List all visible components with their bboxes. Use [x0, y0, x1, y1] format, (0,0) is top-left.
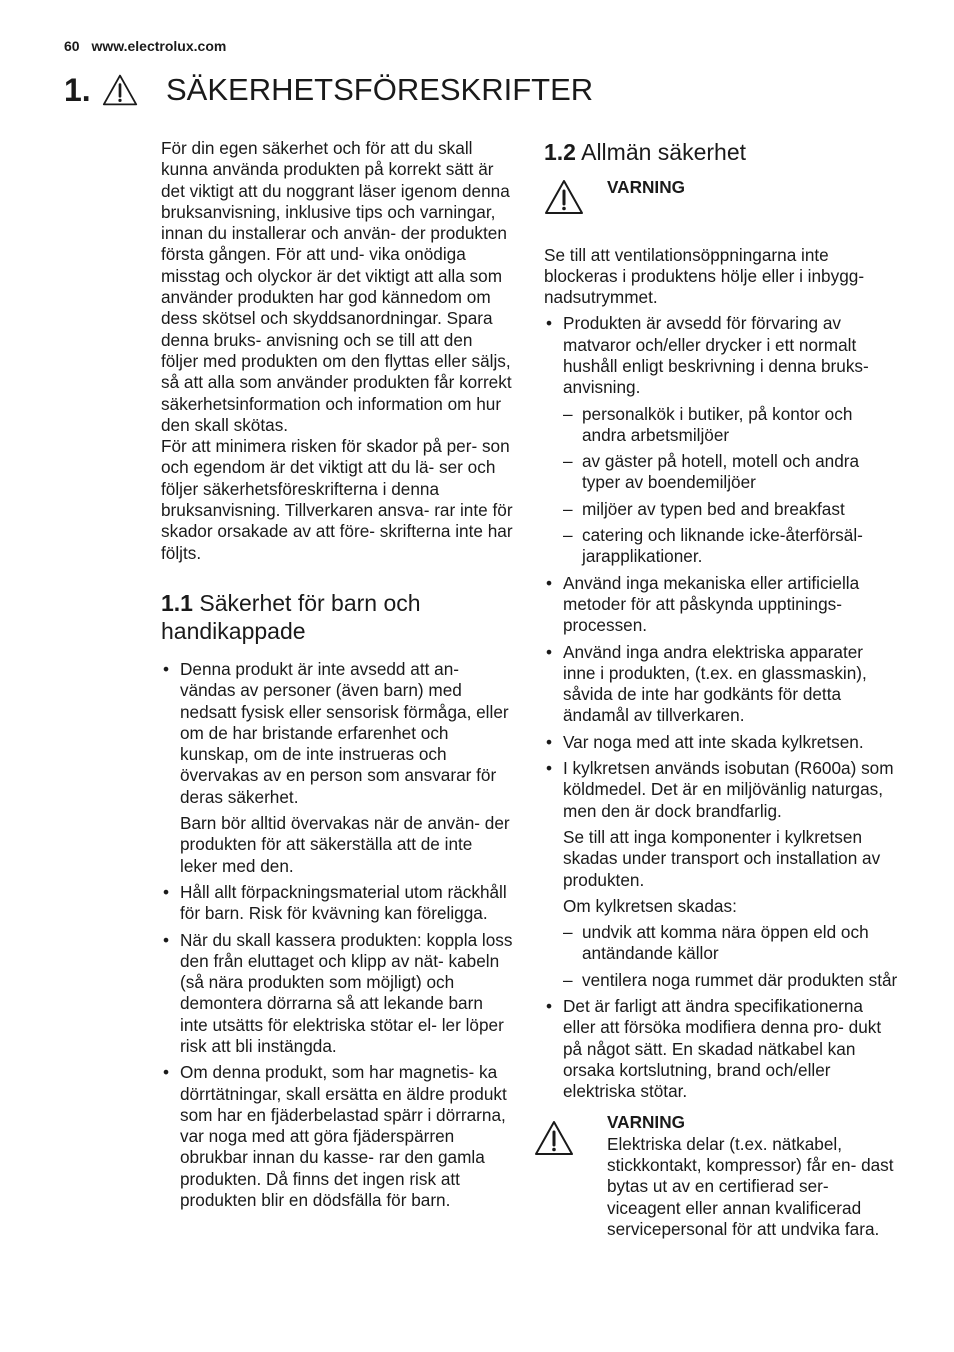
intro-paragraph-2: För att minimera risken för skador på per- son och egendom är det viktigt att du lä- ser och följer säkerhetsföreskrifterna i denna bruksanvisning. Tillverkaren ansva- rar inte för skador orsakade av att före- skrifterna inte har följts. [161, 436, 513, 563]
children-safety-list [161, 659, 513, 1211]
warning-box [544, 177, 898, 221]
list-item-note: Se till att inga komponenter i kylkretsen skadas under transport och installation av produkten. [563, 826, 881, 890]
list-item-text: I kylkretsen används isobutan (R600a) som köldmedel. Det är en miljövänlig naturgas, men den är dock brandfarlig. [563, 758, 894, 821]
list-item-text: Produkten är avsedd för förvaring av matvaror och/eller drycker i ett normalt hushåll enligt beskrivning i denna bruks- anvisning. [563, 313, 869, 398]
section-title: Säkerhet för barn och handikappade [161, 589, 421, 645]
warning-triangle-icon [102, 73, 138, 107]
list-item [544, 758, 898, 991]
chapter-heading: SÄKERHETSFÖRESKRIFTER [166, 72, 594, 107]
section-1-1-heading [161, 589, 513, 646]
list-item-text: Om denna produkt, som har magnetis- ka dörrtätningar, skall ersätta en äldre produkt som har en fjäderbelastad spärr i dörrarna, var noga med att göra fjäderspärren obrukbar innan du kasse- rar den gamla produkten. Då finns det ingen risk att produkten blir en dödsfälla för barn. [180, 1062, 507, 1211]
list-item [161, 659, 513, 877]
list-item-note: Barn bör alltid övervakas när de använ- der produkten för att säkerställa att de inte leker med den. [180, 813, 510, 876]
damage-dash-list [563, 922, 898, 991]
list-item [544, 732, 898, 753]
dash-item: – catering och liknande icke-återförsäl- jarapplikationer. [563, 525, 898, 568]
list-item-text: Var noga med att inte skada kylkretsen. [563, 731, 864, 752]
list-item [161, 1062, 513, 1211]
chapter-number: 1. [64, 71, 91, 108]
section-number: 1.2 [544, 139, 576, 165]
intro-paragraph-1: För din egen säkerhet och för att du skall kunna använda produkten på korrekt sätt är det viktigt att du noggrant läser igenom denna bruksanvisning, inklusive tips och varningar, innan du installerar och använ- der produkten första gången. För att und- vika onödiga misstag och olyckor är det viktigt att alla som använder produkten har god kännedom om dess skötsel och skyddsanordningar. Spara denna bruks- anvisning och se till att den följer med produkten om den flyttas eller säljs, så att alla som använder produkten får korrekt säkerhetsinformation och information om hur den skall skötas. [161, 138, 512, 435]
list-item-text: När du skall kassera produkten: koppla loss den från eluttaget och klipp av nät- kabeln (så nära produkten som möjligt) och demontera dörrarna så att lekande barn inte utsätts för elektriska stötar el- ler löper risk att bli instängda. [180, 929, 513, 1056]
list-item [161, 930, 513, 1058]
section-title: Allmän säkerhet [581, 139, 747, 165]
warning-triangle-icon [544, 179, 584, 215]
list-item [544, 313, 898, 567]
page-header [64, 38, 226, 54]
list-item-note: Om kylkretsen skadas: [563, 895, 737, 916]
left-column [161, 138, 513, 1216]
ventilation-paragraph: Se till att ventilationsöppningarna inte blockeras i produktens hölje eller i inbygg- nadsutrymmet. [544, 244, 865, 308]
list-item-text: Använd inga mekaniska eller artificiella metoder för att påskynda upptinings- processen. [563, 572, 860, 636]
warning-triangle-icon [534, 1120, 574, 1156]
list-item-text: Använd inga andra elektriska apparater inne i produkten, (t.ex. en glassmaskin), såvida de inte har godkänts för detta ändamål av tillverkaren. [563, 641, 867, 726]
dash-item: – personalkök i butiker, på kontor och andra arbetsmiljöer [563, 404, 898, 447]
usage-dash-list [563, 404, 898, 568]
warning-box [544, 1112, 898, 1240]
chapter-title [64, 70, 593, 110]
warning-text: Elektriska delar (t.ex. nätkabel, stickkontakt, kompressor) får en- dast bytas ut av en certifierad ser- viceagent eller annan kvalificerad servicepersonal för att undvika fara. [607, 1133, 894, 1239]
dash-item: – undvik att komma nära öppen eld och antändande källor [563, 922, 898, 965]
general-safety-list [544, 313, 898, 1102]
warning-label: VARNING [607, 1112, 685, 1133]
dash-item: – miljöer av typen bed and breakfast [563, 499, 898, 520]
section-1-2-heading [544, 138, 898, 167]
list-item-text: Denna produkt är inte avsedd att an- vändas av personer (även barn) med nedsatt fysisk eller sensorisk förmåga, eller om de har bristande erfarenhet och kunskap, om de inte instrueras och övervakas av en person som ansvarar för deras säkerhet. [180, 658, 509, 807]
section-number: 1.1 [161, 589, 193, 616]
dash-item: – av gäster på hotell, motell och andra typer av boendemiljöer [563, 451, 898, 494]
page-number: 60 [64, 38, 80, 54]
list-item-text: Det är farligt att ändra specifikationerna eller att försöka modifiera denna pro- dukt på något sätt. En skadad nätkabel kan orsaka kortslutning, brand och/eller elektriska stötar. [563, 996, 882, 1102]
list-item [544, 996, 898, 1102]
list-item-text: Håll allt förpackningsmaterial utom räckhåll för barn. Risk för kvävning kan föreligga. [180, 881, 507, 924]
dash-item: – ventilera noga rummet där produkten står [563, 970, 898, 991]
right-column [544, 138, 898, 1240]
list-item [544, 642, 898, 727]
warning-label: VARNING [607, 176, 685, 197]
list-item [544, 573, 898, 637]
list-item [161, 882, 513, 925]
website-url: www.electrolux.com [91, 38, 227, 54]
